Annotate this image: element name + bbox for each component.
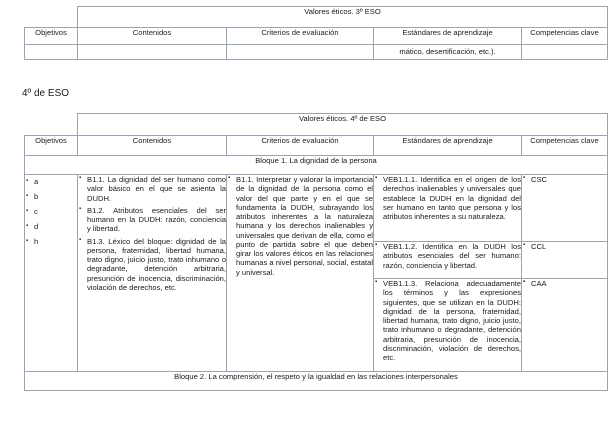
estandar-cell — [374, 242, 522, 279]
header-contenidos: Contenidos — [78, 28, 227, 45]
list-item: ▪ h — [25, 235, 77, 248]
section-heading: 4º de ESO — [22, 88, 70, 99]
table-title: Valores éticos. 4º de ESO — [78, 114, 608, 136]
table-header-row — [25, 136, 608, 156]
objetivos-cell — [25, 175, 78, 372]
table-title: Valores éticos. 3º ESO — [78, 7, 608, 28]
competencia-cell — [522, 175, 608, 242]
table-4eso — [24, 113, 608, 391]
list-item: ▪ B1.1. Interpretar y valorar la importancia de la dignidad de la persona como el valor del que parte y en el que se fundamenta la DUDH, subrayando los atributos inherentes a la naturaleza humana y los derechos inalienables y universales que derivan de ella, como el punto de partida sobre el que deben girar los valores éticos en las relaciones humanas a nivel personal, social, estatal y universal. — [227, 175, 373, 277]
header-estandares: Estándares de aprendizaje — [374, 28, 522, 45]
list-item: ▪ VEB1.1.1. Identifica en el origen de los derechos inalienables y universales que establece la DUDH en la dignidad del ser humano en tanto que persona y los atributos inherentes a su naturaleza. — [374, 175, 521, 221]
table-row — [25, 175, 608, 242]
list-item: ▪ CAA — [522, 279, 607, 288]
estandar-cell — [374, 279, 522, 372]
contenidos-list — [78, 175, 226, 292]
header-estandares: Estándares de aprendizaje — [374, 136, 522, 156]
list-item: ▪ b — [25, 190, 77, 203]
list-item: ▪ c — [25, 205, 77, 218]
bloque-2-heading: Bloque 2. La comprensión, el respeto y la igualdad en las relaciones interpersonales — [25, 372, 608, 391]
objetivos-list — [25, 175, 77, 248]
table-corner — [25, 114, 78, 136]
criterios-cell — [227, 175, 374, 372]
bloque-1-heading: Bloque 1. La dignidad de la persona — [25, 156, 608, 175]
list-item: ▪ CCL — [522, 242, 607, 251]
list-item: ▪ B1.1. La dignidad del ser humano como valor básico en el que se asienta la DUDH. — [78, 175, 226, 203]
header-criterios: Criterios de evaluación — [227, 28, 374, 45]
table-header-row — [25, 28, 608, 45]
list-item: ▪ B1.2. Atributos esenciales del ser humano en la DUDH: razón, conciencia y libertad. — [78, 206, 226, 234]
table-corner — [25, 7, 78, 28]
list-item: ▪ a — [25, 175, 77, 188]
header-criterios: Criterios de evaluación — [227, 136, 374, 156]
list-item: ▪ CSC — [522, 175, 607, 184]
table-row — [25, 45, 608, 60]
list-item: ▪ d — [25, 220, 77, 233]
continuation-text: mático, desertificación, etc.). — [374, 45, 522, 60]
list-item: ▪ VEB1.1.2. Identifica en la DUDH los atributos esenciales del ser humano: razón, conciencia y libertad. — [374, 242, 521, 270]
table-3eso — [24, 6, 608, 60]
criterios-list — [227, 175, 373, 277]
header-competencias: Competencias clave — [522, 28, 608, 45]
competencia-cell — [522, 242, 608, 279]
competencia-cell — [522, 279, 608, 372]
header-competencias: Competencias clave — [522, 136, 608, 156]
header-objetivos: Objetivos — [25, 136, 78, 156]
contenidos-cell — [78, 175, 227, 372]
list-item: ▪ VEB1.1.3. Relaciona adecuadamente los términos y las expresiones siguientes, que se utilizan en la DUDH: dignidad de la persona, fraternidad, libertad humana, trato digno, juicio justo, trato inhumano o degradante, detención arbitraria, presunción de inocencia, discriminación, violación de derechos, etc. — [374, 279, 521, 362]
header-objetivos: Objetivos — [25, 28, 78, 45]
estandar-cell — [374, 175, 522, 242]
header-contenidos: Contenidos — [78, 136, 227, 156]
list-item: ▪ B1.3. Léxico del bloque: dignidad de la persona, fraternidad, libertad humana, trato digno, juicio justo, trato inhumano o degradante, detención arbitraria, presunción de inocencia, discriminación, violación de derechos, etc. — [78, 237, 226, 293]
